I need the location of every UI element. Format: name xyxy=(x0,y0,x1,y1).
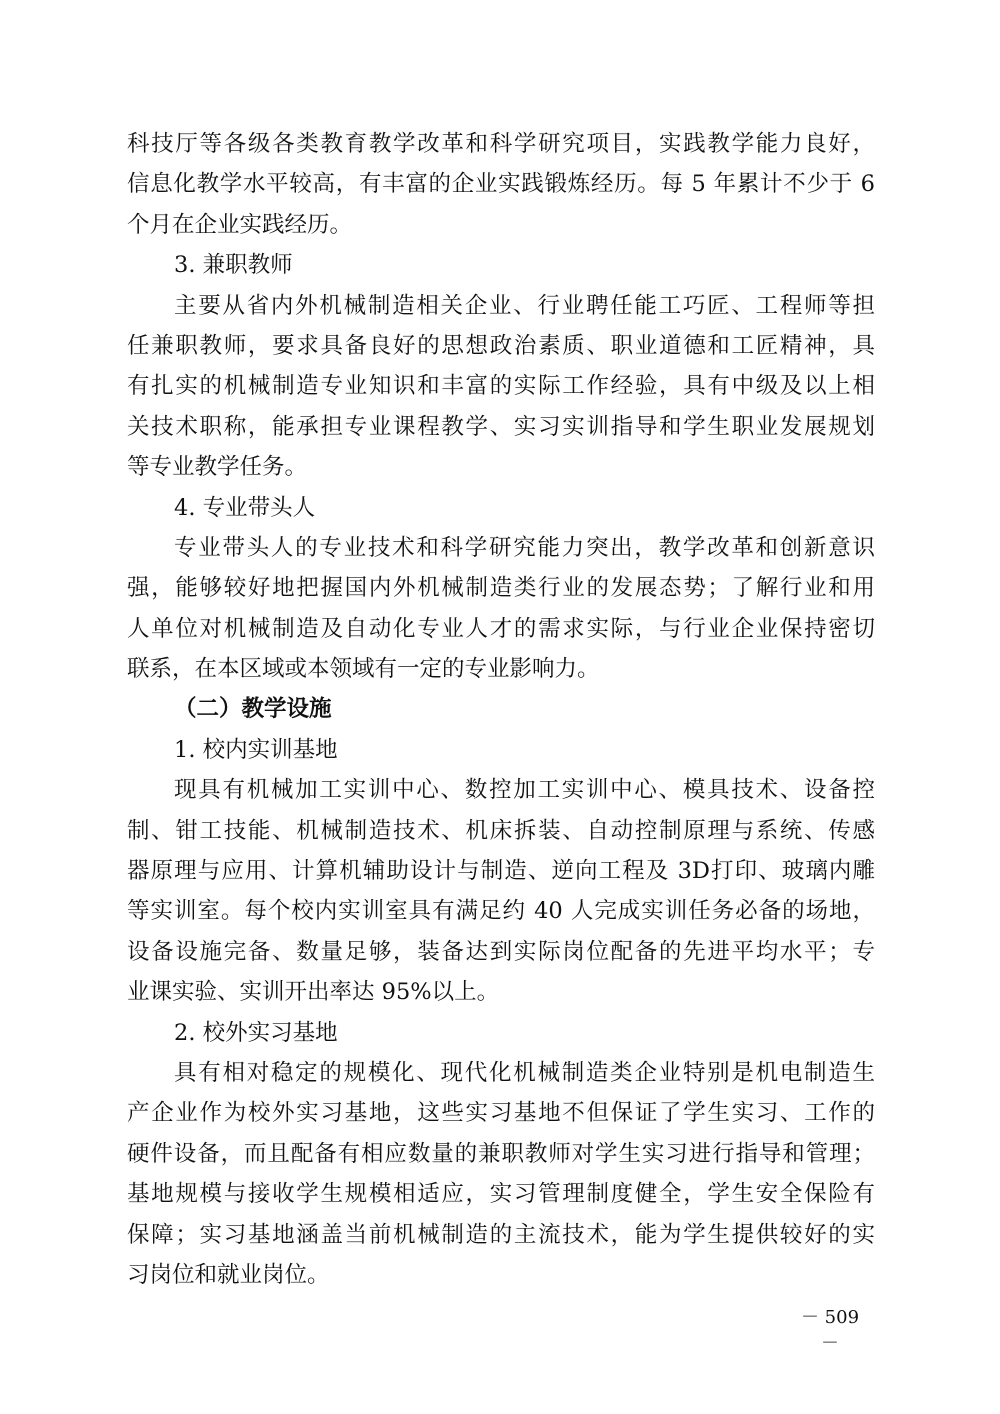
subheading-off-campus-internship-base: 2. 校外实习基地 xyxy=(174,1019,338,1046)
body-line-22: 业课实验、实训开出率达 95%以上。 xyxy=(127,979,500,1006)
body-line-12: 强，能够较好地把握国内外机械制造类行业的发展态势；了解行业和用 xyxy=(127,575,875,602)
body-line-09: 等专业教学任务。 xyxy=(127,454,308,481)
body-line-11: 专业带头人的专业技术和科学研究能力突出，教学改革和创新意识 xyxy=(174,534,875,561)
body-line-14: 联系，在本区域或本领域有一定的专业影响力。 xyxy=(127,656,600,683)
section-heading-teaching-facilities: （二）教学设施 xyxy=(174,696,332,723)
body-line-01: 科技厅等各级各类教育教学改革和科学研究项目，实践教学能力良好， xyxy=(127,131,875,157)
body-line-26: 硬件设备，而且配备有相应数量的兼职教师对学生实习进行指导和管理； xyxy=(127,1140,875,1167)
body-line-29: 习岗位和就业岗位。 xyxy=(127,1261,330,1288)
subheading-on-campus-training-base: 1. 校内实训基地 xyxy=(174,736,338,763)
body-line-17: 现具有机械加工实训中心、数控加工实训中心、模具技术、设备控 xyxy=(174,777,875,804)
body-line-06: 任兼职教师，要求具备良好的思想政治素质、职业道德和工匠精神，具 xyxy=(127,332,875,359)
body-line-07: 有扎实的机械制造专业知识和丰富的实际工作经验，具有中级及以上相 xyxy=(127,373,875,400)
body-line-24: 具有相对稳定的规模化、现代化机械制造类企业特别是机电制造生 xyxy=(174,1059,875,1086)
body-line-05: 主要从省内外机械制造相关企业、行业聘任能工巧匠、工程师等担 xyxy=(174,292,875,319)
body-line-25: 产企业作为校外实习基地，这些实习基地不但保证了学生实习、工作的 xyxy=(127,1100,875,1127)
body-line-18: 制、钳工技能、机械制造技术、机床拆装、自动控制原理与系统、传感 xyxy=(127,817,875,844)
document-body xyxy=(127,124,875,1295)
body-line-02: 信息化教学水平较高，有丰富的企业实践锻炼经历。每 5 年累计不少于 6 xyxy=(127,171,875,198)
body-line-27: 基地规模与接收学生规模相适应，实习管理制度健全，学生安全保险有 xyxy=(127,1181,875,1208)
subheading-part-time-teachers: 3. 兼职教师 xyxy=(174,252,293,279)
subheading-program-leader: 4. 专业带头人 xyxy=(174,494,316,521)
body-line-13: 人单位对机械制造及自动化专业人才的需求实际，与行业企业保持密切 xyxy=(127,615,875,642)
body-line-28: 保障；实习基地涵盖当前机械制造的主流技术，能为学生提供较好的实 xyxy=(127,1221,875,1248)
body-line-19: 器原理与应用、计算机辅助设计与制造、逆向工程及 3D打印、玻璃内雕 xyxy=(127,858,875,885)
body-line-03: 个月在企业实践经历。 xyxy=(127,211,353,238)
page-number: － 509 － xyxy=(800,1307,860,1354)
body-line-08: 关技术职称，能承担专业课程教学、实习实训指导和学生职业发展规划 xyxy=(127,413,875,440)
body-line-20: 等实训室。每个校内实训室具有满足约 40 人完成实训任务必备的场地， xyxy=(127,898,875,925)
body-line-21: 设备设施完备、数量足够，装备达到实际岗位配备的先进平均水平；专 xyxy=(127,938,875,965)
